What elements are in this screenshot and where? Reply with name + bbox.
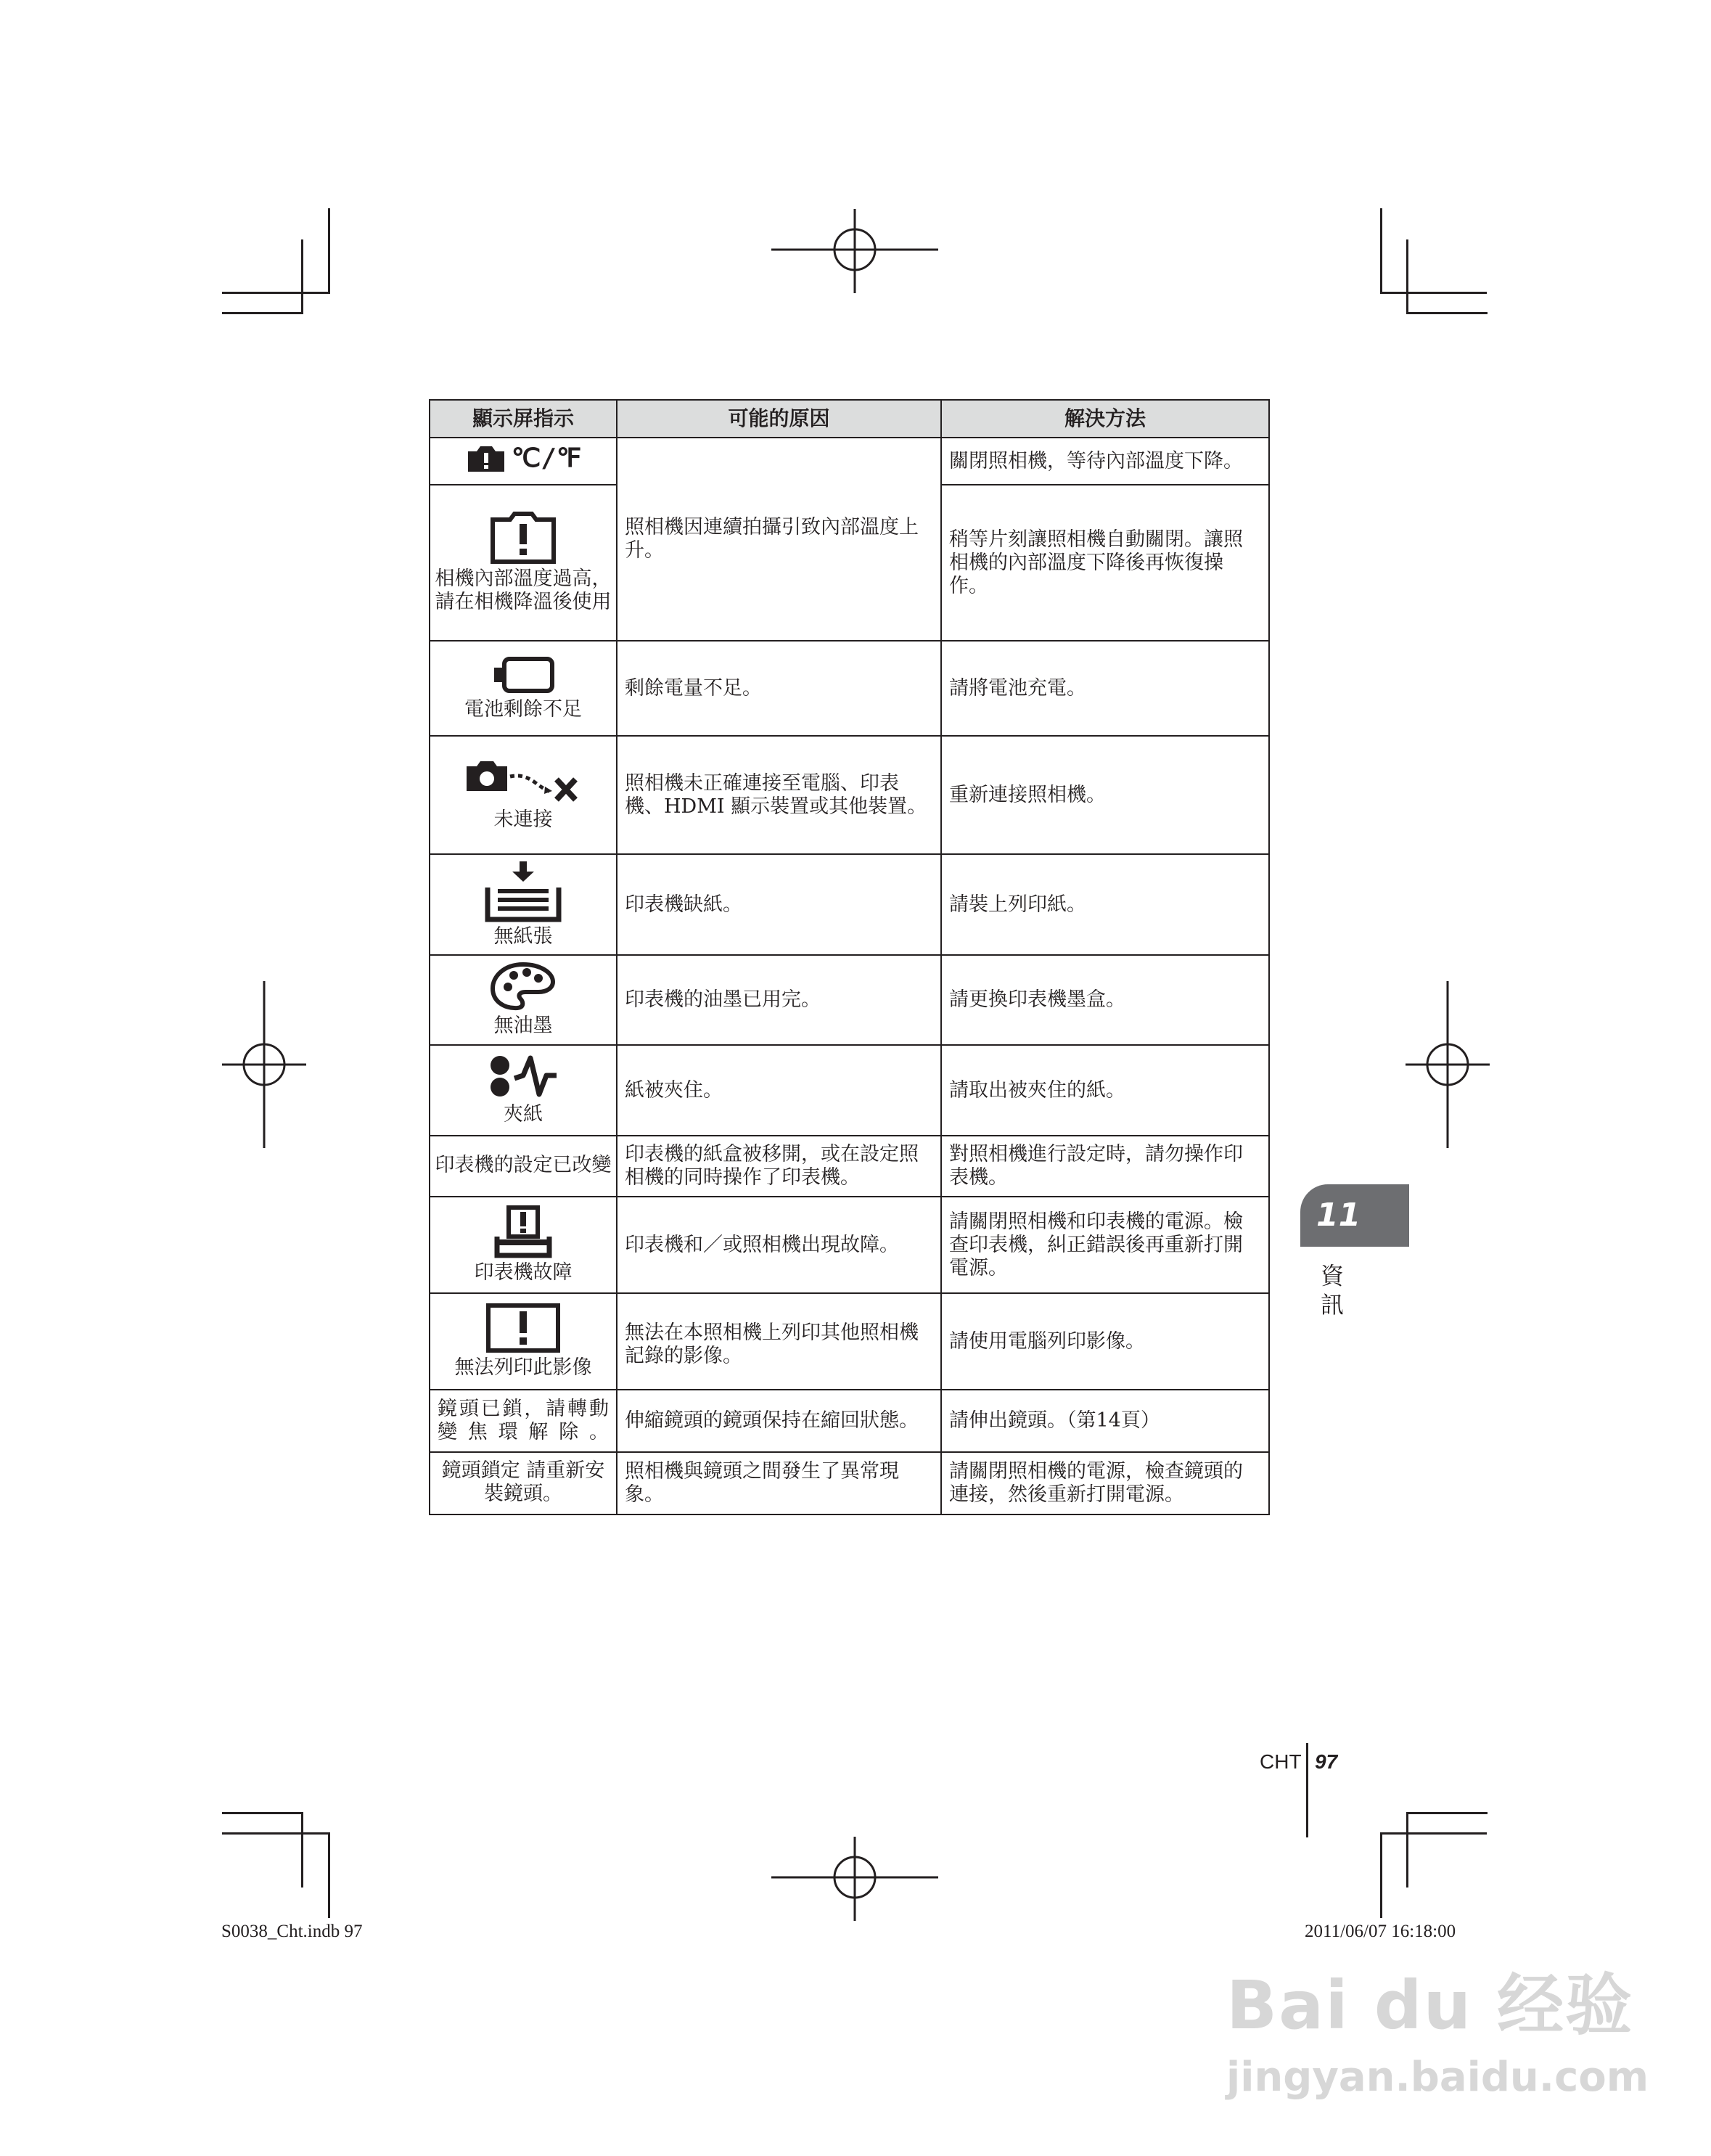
battery-empty-icon [490,655,557,695]
paper-tray-empty-icon [483,860,563,922]
indicator-cell [430,1452,617,1514]
crop-mark [301,1812,303,1887]
cause-cell: 剩餘電量不足。 [617,641,941,736]
column-header: 解決方法 [941,400,1269,438]
crop-mark [1406,1812,1408,1887]
watermark-logo: Bai du 经验 [1226,1967,1634,2044]
indicator-cell [430,736,617,854]
footer-divider [1306,1743,1308,1837]
crop-mark [222,1832,329,1835]
table-row [430,1452,1269,1514]
table-header-row [430,400,1269,438]
cause-cell: 印表機缺紙。 [617,854,941,955]
crop-mark [328,1832,330,1918]
crop-mark [222,292,329,294]
fix-cell: 稍等片刻讓照相機自動關閉。讓照相機的內部溫度下降後再恢復操作。 [941,485,1269,641]
table-row [430,641,1269,736]
crop-mark [1380,292,1487,294]
indicator-label: 印表機的設定已改變 [435,1154,612,1176]
footer-lang: CHT [1260,1750,1302,1773]
crop-mark [1380,1832,1382,1918]
cause-cell: 印表機的油墨已用完。 [617,955,941,1045]
table-row [430,1045,1269,1136]
fix-cell: 請將電池充電。 [941,641,1269,736]
crop-mark [301,239,303,314]
indicator-label: 無紙張 [493,925,553,948]
cause-cell: 無法在本照相機上列印其他照相機記錄的影像。 [617,1293,941,1390]
crop-mark [1406,312,1488,314]
crop-mark [1406,1812,1488,1814]
cause-cell: 印表機的紙盒被移開，或在設定照相機的同時操作了印表機。 [617,1136,941,1197]
fix-cell: 請關閉照相機和印表機的電源。檢查印表機，糾正錯誤後再重新打開電源。 [941,1197,1269,1293]
slug-file: S0038_Cht.indb 97 [221,1922,363,1941]
camera-disconnected-icon [465,758,581,806]
chapter-tab: 11 [1300,1184,1409,1247]
paper-jam-icon [487,1054,559,1100]
registration-mark [1406,981,1490,1148]
cause-cell: 照相機未正確連接至電腦、印表機、HDMI 顯示裝置或其他裝置。 [617,736,941,854]
registration-mark [771,1837,938,1921]
indicator-cell [430,1045,617,1136]
crop-mark [1380,1832,1487,1835]
indicator-cell [430,955,617,1045]
crop-mark [222,1812,303,1814]
fix-cell: 重新連接照相機。 [941,736,1269,854]
indicator-cell [430,1197,617,1293]
table-row [430,854,1269,955]
fix-cell: 請取出被夾住的紙。 [941,1045,1269,1136]
indicator-label: 印表機故障 [474,1261,573,1284]
slug-timestamp: 2011/06/07 16:18:00 [1305,1922,1456,1941]
indicator-label: 相機內部溫度過高，請在相機降溫後使用 [435,567,612,613]
cause-cell: 照相機因連續拍攝引致內部溫度上升。 [617,438,941,641]
error-message-table [429,399,1270,1515]
chapter-tab-label: 資訊 [1321,1262,1345,1319]
temperature-unit-text: ℃/℉ [511,443,582,473]
fix-cell: 請更換印表機墨盒。 [941,955,1269,1045]
indicator-label: 鏡頭已鎖，請轉動變焦環解除。 [438,1398,609,1443]
printer-error-icon [493,1205,554,1258]
ink-palette-icon [489,961,557,1012]
warning-frame-icon [485,1303,561,1353]
fix-cell: 請關閉照相機的電源，檢查鏡頭的連接，然後重新打開電源。 [941,1452,1269,1514]
indicator-cell [430,854,617,955]
column-header: 顯示屏指示 [430,400,617,438]
fix-cell: 請使用電腦列印影像。 [941,1293,1269,1390]
crop-mark [222,312,303,314]
registration-mark [771,209,938,293]
table-row [430,438,1269,485]
fix-cell: 請伸出鏡頭。（第14頁） [941,1390,1269,1452]
indicator-label: 鏡頭鎖定 請重新安裝鏡頭。 [441,1459,605,1505]
indicator-cell [430,485,617,641]
warning-frame-icon [490,511,557,565]
watermark-url: jingyan.baidu.com [1226,2054,1649,2101]
crop-mark [1380,208,1382,294]
indicator-cell [430,641,617,736]
registration-mark [222,981,306,1148]
table-row [430,736,1269,854]
table-row [430,1197,1269,1293]
cause-cell: 印表機和／或照相機出現故障。 [617,1197,941,1293]
camera-temperature-icon [465,443,581,475]
indicator-label: 電池剩餘不足 [464,697,582,721]
cause-cell: 照相機與鏡頭之間發生了異常現象。 [617,1452,941,1514]
indicator-label: 未連接 [493,808,553,831]
column-header: 可能的原因 [617,400,941,438]
cause-cell: 紙被夾住。 [617,1045,941,1136]
indicator-cell [430,1390,617,1452]
table-row [430,955,1269,1045]
cause-cell: 伸縮鏡頭的鏡頭保持在縮回狀態。 [617,1390,941,1452]
page-number: 97 [1315,1750,1338,1773]
fix-cell: 關閉照相機，等待內部溫度下降。 [941,438,1269,485]
table-row [430,1136,1269,1197]
fix-cell: 請裝上列印紙。 [941,854,1269,955]
indicator-label: 無油墨 [493,1015,553,1037]
indicator-cell [430,438,617,485]
indicator-cell [430,1293,617,1390]
crop-mark [328,208,330,294]
indicator-cell [430,1136,617,1197]
fix-cell: 對照相機進行設定時，請勿操作印表機。 [941,1136,1269,1197]
indicator-label: 無法列印此影像 [454,1356,592,1379]
table-row [430,1293,1269,1390]
crop-mark [1406,239,1408,314]
indicator-label: 夾紙 [504,1102,543,1126]
table-row [430,1390,1269,1452]
